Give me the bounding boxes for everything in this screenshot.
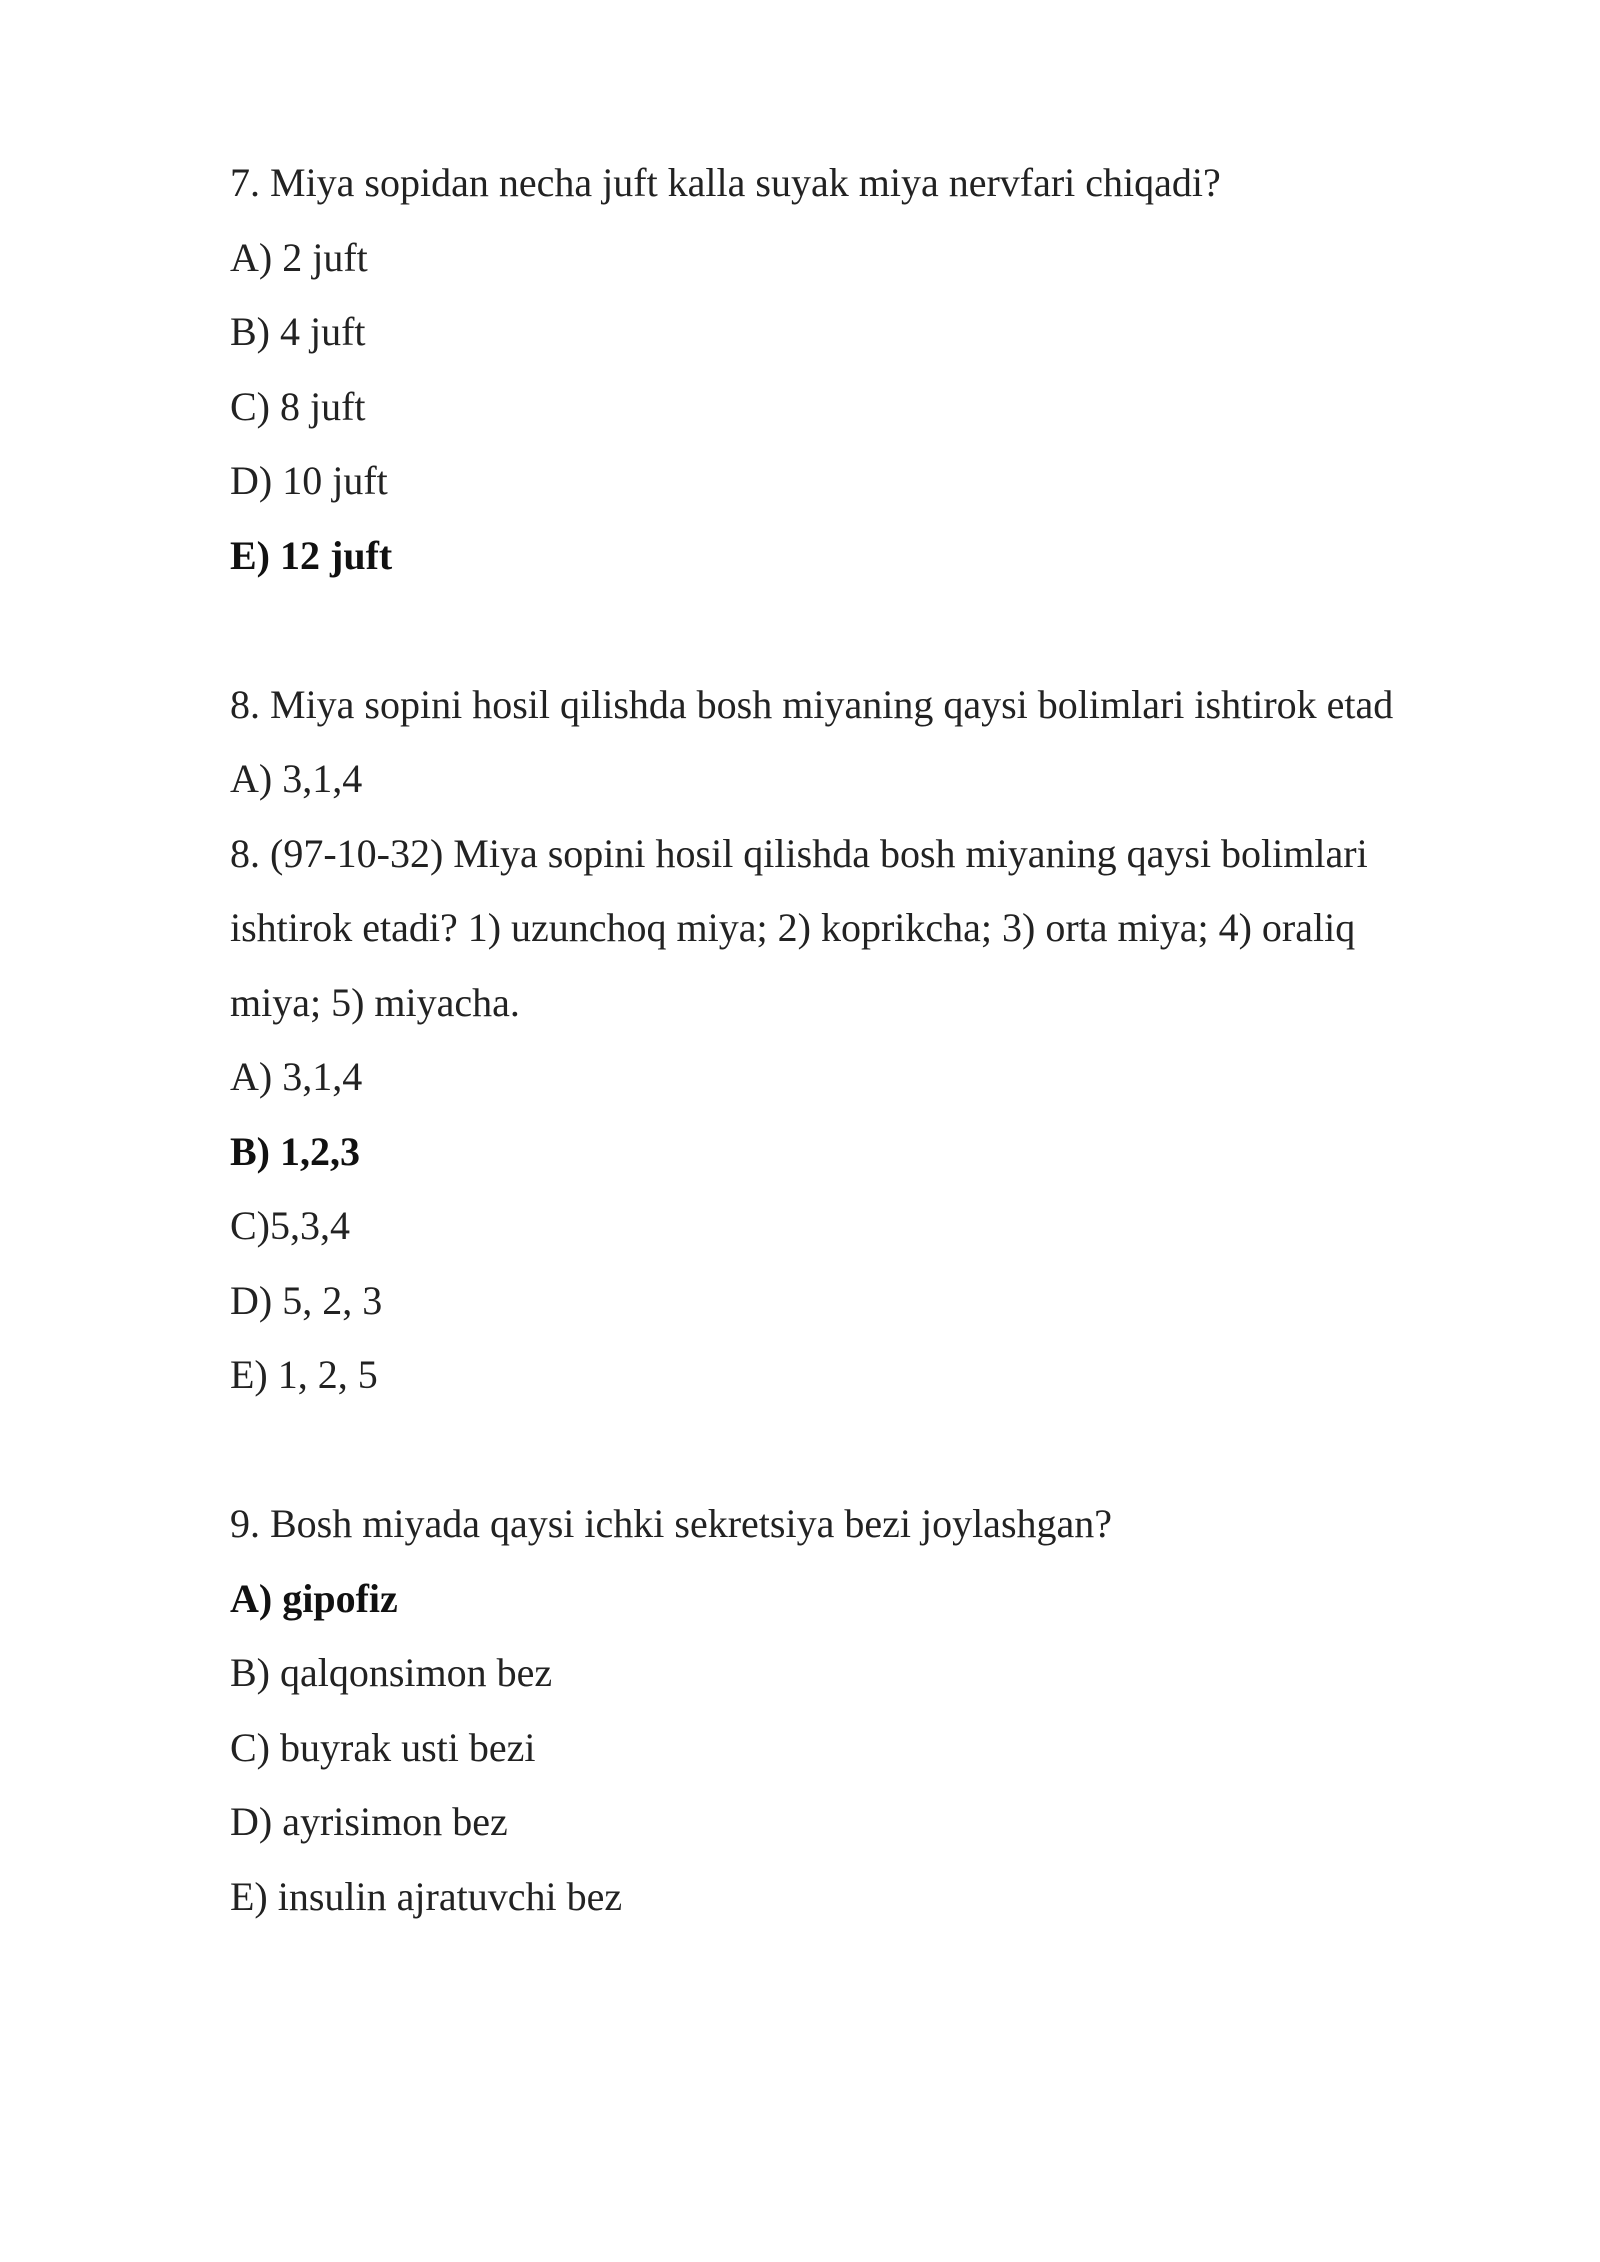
question-8-option-c: C)5,3,4	[230, 1203, 350, 1248]
question-8-block	[230, 817, 1530, 1413]
question-9-option-c: C) buyrak usti bezi	[230, 1724, 536, 1770]
question-8-option-b-correct: B) 1,2,3	[230, 1128, 360, 1174]
question-7-option-a: A) 2 juft	[230, 234, 368, 280]
question-7-option-c: C) 8 juft	[230, 383, 366, 429]
question-9-option-e: E) insulin ajratuvchi bez	[230, 1873, 623, 1919]
question-9-text: 9. Bosh miyada qaysi ichki sekretsiya bezi joylashgan?	[230, 1501, 1113, 1546]
question-8-text-line-3: miya; 5) miyacha.	[230, 979, 520, 1025]
question-7-block	[230, 146, 1530, 593]
spacer	[230, 1413, 1530, 1488]
question-9-option-a-correct: A) gipofiz	[230, 1575, 398, 1621]
question-8-partial-text: 8. Miya sopini hosil qilishda bosh miyaning qaysi bolimlari ishtirok etad	[230, 681, 1394, 727]
question-8-text-line-1: 8. (97-10-32) Miya sopini hosil qilishda bosh miyaning qaysi bolimlari	[230, 830, 1368, 876]
quiz-content	[230, 146, 1530, 1934]
question-8-text-line-2: ishtirok etadi? 1) uzunchoq miya; 2) koprikcha; 3) orta miya; 4) oraliq	[230, 905, 1356, 950]
question-8-option-e: E) 1, 2, 5	[230, 1352, 378, 1397]
question-8-partial-block	[230, 668, 1530, 817]
question-7-option-d: D) 10 juft	[230, 458, 388, 503]
question-9-option-d: D) ayrisimon bez	[230, 1799, 508, 1844]
question-8-partial-option-a: A) 3,1,4	[230, 756, 363, 801]
spacer	[230, 593, 1530, 668]
question-8-option-d: D) 5, 2, 3	[230, 1277, 383, 1323]
question-7-text: 7. Miya sopidan necha juft kalla suyak miya nervfari chiqadi?	[230, 160, 1221, 205]
question-9-block	[230, 1487, 1530, 1934]
question-7-option-b: B) 4 juft	[230, 309, 366, 354]
question-7-option-e-correct: E) 12 juft	[230, 532, 393, 578]
question-8-option-a: A) 3,1,4	[230, 1054, 363, 1099]
question-9-option-b: B) qalqonsimon bez	[230, 1650, 553, 1695]
